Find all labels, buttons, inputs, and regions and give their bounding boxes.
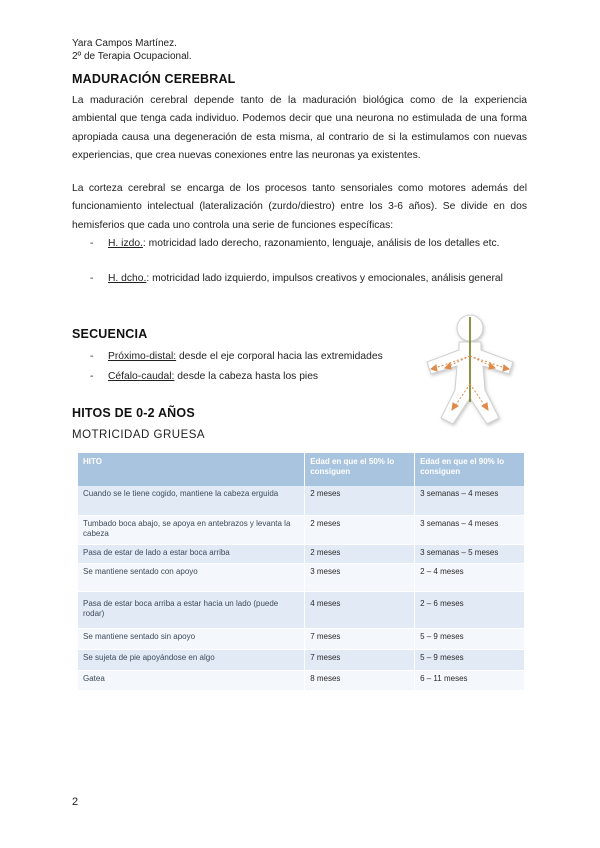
table-row	[78, 629, 525, 650]
cell-90: 2 – 6 meses	[415, 592, 525, 629]
header-50-percent: Edad en que el 50% lo consiguen	[305, 453, 415, 486]
cell-90: 6 – 11 meses	[415, 671, 525, 691]
cell-90: 2 – 4 meses	[415, 564, 525, 592]
bullet-dash: -	[90, 273, 94, 284]
cell-50: 2 meses	[305, 486, 415, 516]
cell-hito: Pasa de estar boca arriba a estar hacia un lado (puede rodar)	[78, 592, 305, 629]
cell-50: 7 meses	[305, 650, 415, 671]
cell-50: 7 meses	[305, 629, 415, 650]
bullet-text: desde el eje corporal hacia las extremidades	[176, 351, 383, 362]
cell-50: 3 meses	[305, 564, 415, 592]
cell-hito: Se sujeta de pie apoyándose en algo	[78, 650, 305, 671]
bullet-text: : motricidad lado derecho, razonamiento, lenguaje, análisis de los detalles etc.	[142, 238, 500, 249]
bullet-dash: -	[90, 238, 94, 249]
bullet-label: Céfalo-caudal:	[108, 371, 175, 382]
header-hito: HITO	[78, 453, 305, 486]
header-90-percent: Edad en que el 90% lo consiguen	[415, 453, 525, 486]
table-header-row	[78, 453, 525, 486]
cell-hito: Se mantiene sentado con apoyo	[78, 564, 305, 592]
bullet-dash: -	[90, 351, 94, 362]
cell-50: 8 meses	[305, 671, 415, 691]
cell-90: 3 semanas – 4 meses	[415, 516, 525, 545]
cell-hito: Se mantiene sentado sin apoyo	[78, 629, 305, 650]
table-row	[78, 671, 525, 691]
bullet-label: H. dcho.	[108, 273, 147, 284]
table-row	[78, 516, 525, 545]
table-row	[78, 592, 525, 629]
cell-90: 5 – 9 meses	[415, 629, 525, 650]
section-title-maduracion: MADURACIÓN CEREBRAL	[72, 72, 236, 86]
table-row	[78, 650, 525, 671]
bullet-label: Próximo-distal:	[108, 351, 177, 362]
section-title-hitos: HITOS DE 0-2 AÑOS	[72, 406, 195, 420]
body-development-illustration	[415, 312, 525, 430]
table-row	[78, 564, 525, 592]
cell-hito: Tumbado boca abajo, se apoya en antebrazos y levanta la cabeza	[78, 516, 305, 545]
table-row	[78, 545, 525, 564]
cell-hito: Cuando se le tiene cogido, mantiene la cabeza erguida	[78, 486, 305, 516]
cell-hito: Pasa de estar de lado a estar boca arriba	[78, 545, 305, 564]
cell-50: 2 meses	[305, 516, 415, 545]
cell-90: 3 semanas – 5 meses	[415, 545, 525, 564]
bullet-dash: -	[90, 371, 94, 382]
bullet-text: : motricidad lado izquierdo, impulsos creativos y emocionales, análisis general	[146, 273, 503, 284]
section-title-secuencia: SECUENCIA	[72, 327, 148, 341]
subtitle-motricidad-gruesa: MOTRICIDAD GRUESA	[72, 429, 206, 441]
cell-90: 5 – 9 meses	[415, 650, 525, 671]
cell-hito: Gatea	[78, 671, 305, 691]
paragraph-maduracion: La maduración cerebral depende tanto de la maduración biológica como de la experiencia ambiental que tenga cada individuo. Podemos decir que una neurona no estimulada de una forma apropiada causa una degeneración de esta misma, al contrario de si la estimulamos con nuevas experiencias, que crea nuevas conexiones entre las neuronas ya existentes.	[72, 95, 527, 161]
page-number: 2	[72, 796, 79, 808]
bullet-text: desde la cabeza hasta los pies	[174, 371, 319, 382]
author-name: Yara Campos Martínez.	[72, 38, 177, 49]
page-header	[72, 37, 192, 63]
body-figure-icon	[415, 312, 525, 430]
cell-50: 4 meses	[305, 592, 415, 629]
cell-90: 3 semanas – 4 meses	[415, 486, 525, 516]
bullet-label: H. izdo.	[108, 238, 143, 249]
cell-50: 2 meses	[305, 545, 415, 564]
table-row	[78, 486, 525, 516]
course-name: 2º de Terapia Ocupacional.	[72, 51, 192, 62]
paragraph-corteza: La corteza cerebral se encarga de los procesos tanto sensoriales como motores además del funcionamiento intelectual (lateralización (zurdo/diestro) entre los 3-6 años). Se divide en dos hemisferios que cada uno controla una serie de funciones específicas:	[72, 183, 527, 231]
milestones-table	[78, 453, 525, 691]
